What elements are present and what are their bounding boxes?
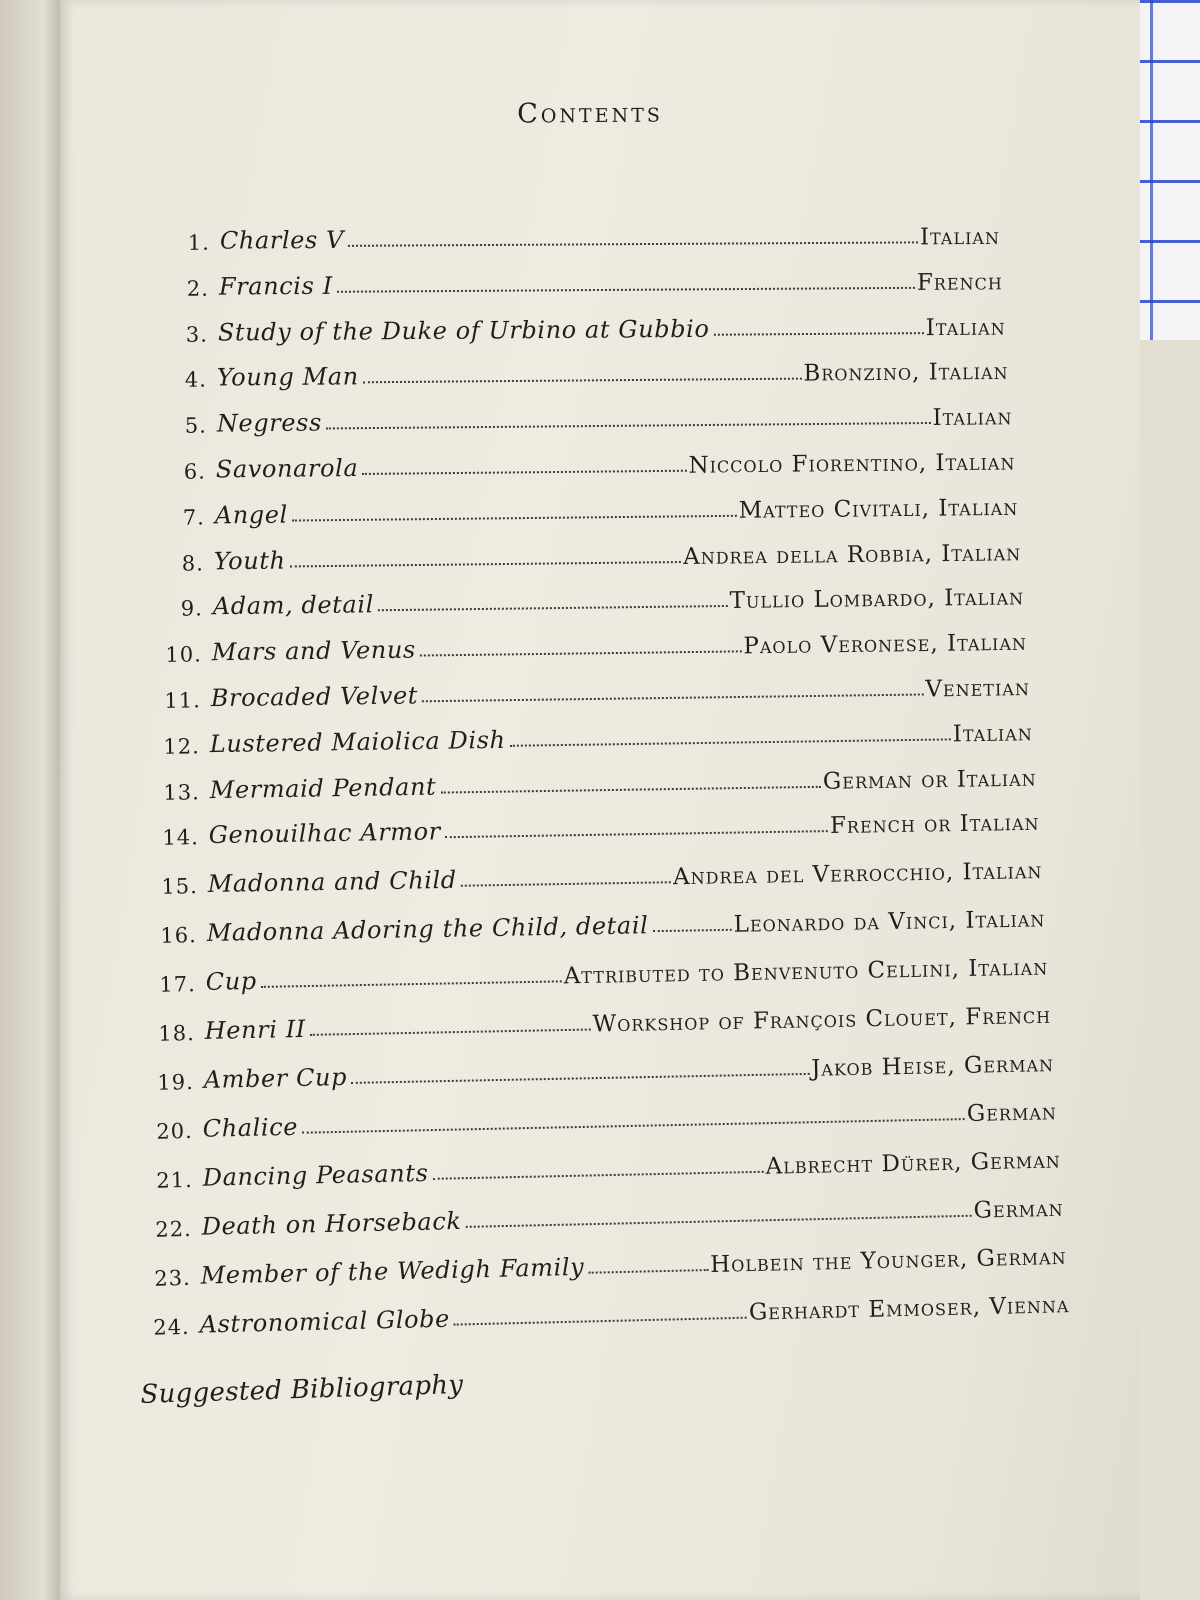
entry-number: 8. bbox=[181, 551, 204, 576]
dot-leader bbox=[337, 287, 915, 293]
entry-attribution: Italian bbox=[953, 720, 1034, 748]
entry-title: Lustered Maiolica Dish bbox=[210, 725, 507, 758]
entry-number: 23. bbox=[153, 1266, 191, 1292]
entry-title: Angel bbox=[214, 500, 288, 530]
dot-leader bbox=[363, 378, 802, 384]
entry-attribution: Albrecht Dürer, German bbox=[764, 1147, 1061, 1181]
bibliography-heading: Suggested Bibliography bbox=[140, 1369, 464, 1410]
entry-number: 16. bbox=[160, 923, 197, 949]
entry-attribution: Paolo Veronese, Italian bbox=[743, 629, 1028, 660]
entry-title: Madonna and Child bbox=[207, 866, 457, 899]
entry-title: Cup bbox=[205, 967, 258, 997]
toc-entry bbox=[160, 214, 1000, 255]
entry-attribution: Italian bbox=[931, 404, 1013, 432]
entry-title: Negress bbox=[216, 408, 322, 438]
toc-entry bbox=[145, 993, 1052, 1046]
entry-attribution: Gerhardt Emmoser, Vienna bbox=[748, 1292, 1070, 1327]
toc-entry bbox=[143, 1090, 1058, 1145]
toc-entry bbox=[150, 710, 1033, 759]
entry-attribution: Andrea della Robbia, Italian bbox=[682, 539, 1022, 570]
entry-attribution: Holbein the Younger, German bbox=[709, 1244, 1067, 1279]
toc-entry bbox=[158, 304, 1006, 347]
entry-attribution: Niccolo Fiorentino, Italian bbox=[688, 449, 1016, 479]
entry-title: Member of the Wedigh Family bbox=[200, 1253, 585, 1291]
toc-entry bbox=[152, 620, 1028, 667]
entry-number: 10. bbox=[165, 642, 203, 668]
entry-title: Genouilhac Armor bbox=[208, 817, 441, 850]
toc-entry bbox=[156, 394, 1012, 438]
entry-number: 17. bbox=[159, 972, 197, 998]
entry-attribution: French bbox=[916, 269, 1004, 296]
entry-title: Mars and Venus bbox=[211, 635, 417, 667]
dot-leader bbox=[422, 693, 923, 702]
entry-number: 22. bbox=[154, 1217, 192, 1243]
entry-number: 19. bbox=[157, 1070, 195, 1096]
toc-entry bbox=[153, 530, 1021, 576]
toc-entry bbox=[148, 800, 1039, 850]
toc-entry bbox=[159, 259, 1003, 301]
entry-number: 21. bbox=[155, 1168, 193, 1194]
dot-leader bbox=[510, 738, 951, 746]
entry-number: 6. bbox=[183, 459, 206, 484]
entry-number: 12. bbox=[163, 734, 201, 759]
entry-attribution: German bbox=[973, 1196, 1064, 1225]
entry-title: Study of the Duke of Urbino at Gubbio bbox=[218, 314, 710, 347]
dot-leader bbox=[588, 1269, 708, 1274]
dot-leader bbox=[445, 830, 828, 838]
toc-entry bbox=[157, 349, 1009, 392]
entry-number: 20. bbox=[156, 1119, 194, 1145]
entry-title: Young Man bbox=[217, 362, 360, 392]
toc-entry bbox=[151, 665, 1031, 713]
dot-leader bbox=[348, 241, 918, 246]
dot-leader bbox=[326, 422, 931, 429]
entry-title: Brocaded Velvet bbox=[210, 681, 419, 713]
entry-number: 5. bbox=[184, 413, 207, 438]
entry-attribution: French or Italian bbox=[829, 810, 1040, 840]
entry-number: 11. bbox=[164, 688, 202, 713]
entry-title: Adam, detail bbox=[212, 590, 375, 621]
entry-number: 13. bbox=[162, 779, 200, 805]
page-title: Contents bbox=[517, 97, 663, 130]
entry-attribution: Bronzino, Italian bbox=[803, 359, 1010, 387]
toc-entry bbox=[149, 755, 1036, 804]
entry-number: 7. bbox=[182, 505, 205, 530]
entry-title: Amber Cup bbox=[203, 1063, 348, 1095]
entry-title: Madonna Adoring the Child, detail bbox=[206, 911, 649, 948]
dot-leader bbox=[310, 1029, 591, 1036]
toc-entry bbox=[146, 897, 1045, 949]
entry-attribution: Attributed to Benvenuto Cellini, Italian bbox=[563, 954, 1049, 990]
dot-leader bbox=[432, 1171, 763, 1180]
entry-title: Charles V bbox=[219, 225, 345, 255]
entry-title: Dancing Peasants bbox=[201, 1159, 429, 1193]
entry-attribution: Matteo Civitali, Italian bbox=[738, 494, 1019, 524]
entry-number: 2. bbox=[186, 276, 210, 301]
entry-title: Henri II bbox=[204, 1015, 307, 1046]
entry-attribution: Leonardo da Vinci, Italian bbox=[733, 906, 1046, 939]
entry-number: 9. bbox=[180, 596, 204, 622]
dot-leader bbox=[454, 1317, 747, 1326]
entry-number: 4. bbox=[185, 367, 208, 393]
entry-number: 24. bbox=[153, 1315, 190, 1341]
dot-leader bbox=[261, 981, 562, 989]
dot-leader bbox=[290, 561, 682, 567]
entry-title: Savonarola bbox=[215, 453, 359, 484]
entry-attribution: Italian bbox=[919, 223, 1000, 251]
entry-attribution: Workshop of François Clouet, French bbox=[592, 1003, 1052, 1038]
toc-entry bbox=[139, 1282, 1070, 1340]
dot-leader bbox=[440, 785, 821, 793]
dot-leader bbox=[465, 1215, 971, 1228]
entry-number: 14. bbox=[161, 825, 199, 851]
entry-title: Francis I bbox=[218, 271, 333, 301]
entry-attribution: Italian bbox=[925, 314, 1007, 341]
entry-attribution: German bbox=[967, 1099, 1058, 1128]
entry-title: Astronomical Globe bbox=[199, 1305, 451, 1339]
entry-number: 18. bbox=[158, 1021, 196, 1047]
toc-entry bbox=[147, 848, 1042, 899]
entry-attribution: Andrea del Verrocchio, Italian bbox=[672, 858, 1043, 891]
toc-entry bbox=[155, 439, 1015, 484]
entry-title: Youth bbox=[213, 546, 286, 575]
dot-leader bbox=[351, 1073, 809, 1084]
entry-title: Mermaid Pendant bbox=[209, 772, 437, 804]
dot-leader bbox=[292, 515, 737, 522]
toc-entry bbox=[154, 485, 1018, 530]
dot-leader bbox=[652, 929, 731, 932]
entry-attribution: German or Italian bbox=[822, 765, 1037, 795]
entry-title: Chalice bbox=[202, 1113, 299, 1144]
toc-entry bbox=[142, 1138, 1061, 1194]
entry-attribution: Venetian bbox=[925, 675, 1031, 703]
toc-entry bbox=[145, 945, 1048, 998]
entry-number: 3. bbox=[186, 322, 209, 347]
dot-leader bbox=[378, 605, 728, 611]
entry-number: 15. bbox=[161, 874, 198, 900]
toc-entry bbox=[140, 1234, 1067, 1291]
entry-attribution: Tullio Lombardo, Italian bbox=[729, 584, 1025, 615]
dot-leader bbox=[362, 470, 686, 475]
toc-entry bbox=[153, 575, 1025, 622]
entry-number: 1. bbox=[187, 230, 210, 255]
toc-entry bbox=[144, 1041, 1055, 1095]
entry-attribution: Jakob Heise, German bbox=[811, 1051, 1055, 1083]
entry-title: Death on Horseback bbox=[201, 1207, 462, 1242]
dot-leader bbox=[303, 1118, 966, 1134]
dot-leader bbox=[461, 882, 671, 888]
toc-entry bbox=[141, 1186, 1064, 1242]
dot-leader bbox=[420, 651, 742, 657]
dot-leader bbox=[714, 332, 924, 336]
